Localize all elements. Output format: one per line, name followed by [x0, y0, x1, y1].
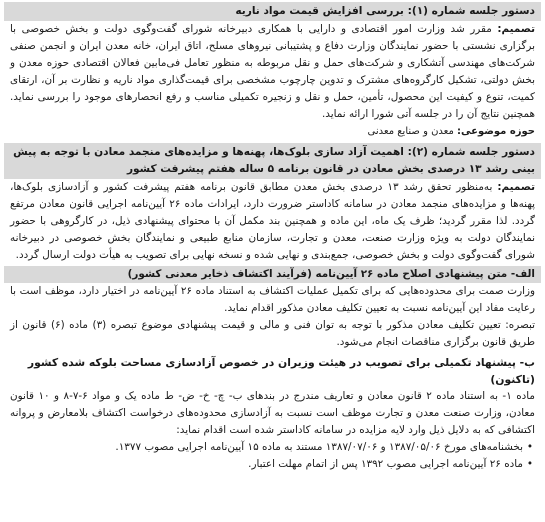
alef-note: تبصره: تعیین تکلیف معادن مذکور با توجه به توان فنی و مالی و قیمت پیشنهادی موضوع تبصره (۳) ماده (۶) قانون از طریق قانون برگزاری مناقصات انجام می‌شود.	[10, 319, 535, 348]
alef-title: الف- متن پیشنهادی اصلاح ماده ۲۶ آیین‌نامه (فرآیند اکتشاف ذخایر معدنی کشور)	[4, 266, 541, 283]
section-1-decision	[4, 21, 541, 123]
topic-value: معدن و صنایع معدنی	[367, 126, 458, 137]
list-item: • ماده ۲۶ آیین‌نامه اجرایی مصوب ۱۳۹۲ پس از اتمام مهلت اعتبار.	[10, 456, 533, 473]
list-item: • بخشنامه‌های مورخ ۱۳۸۷/۰۵/۰۶ و ۱۳۸۷/۰۷/۰۶ مستند به ماده ۱۵ آیین‌نامه اجرایی مصوب ۱۳۷۷.	[10, 439, 533, 456]
decision-label: تصمیم:	[497, 181, 536, 193]
decision-text: به‌منظور تحقق رشد ۱۳ درصدی بخش معدن مطابق قانون برنامه هفتم پیشرفت کشور و آزادسازی بلوک‌ها، پهنه‌ها و مزایده‌های منجمد معادن در سامانه کاداستر ضرورت دارد، ایرادات ماده ۲۶ آیین‌نامه اجرایی قانون معادن مرتفع گردد. لذا مقرر گردید؛ ظرف یک ماه، این ماده و همچنین بند مکمل آن با محتوای پیشنهادی ذیل، در کارگروهی با حضور نمایندگان دولت به ویژه وزارت صنعت، معدن و تجارت، سازمان منابع طبیعی و نمایندگان بخش خصوصی در دبیرخانه شورای گفت‌وگوی دولت و بخش خصوصی، جمع‌بندی و نهایی شده و نسخه نهایی برای تصویب به هیأت دولت ارسال گردد.	[10, 181, 535, 261]
decision-label: تصمیم:	[497, 23, 535, 35]
section-1-topic	[4, 123, 541, 140]
alef-paragraph-1: وزارت صمت برای محدوده‌هایی که برای تکمیل عملیات اکتشاف به استناد ماده ۲۶ آیین‌نامه در اختیار دارد، موظف است با رعایت مفاد این آیین‌نامه نسبت به تعیین تکلیف معادن مذکور اقدام نماید.	[10, 285, 536, 314]
be-bullet-list	[4, 439, 541, 473]
topic-label: حوزه موضوعی:	[457, 126, 535, 137]
section-1-title: دستور جلسه شماره (۱): بررسی افزایش قیمت مواد ناریه	[4, 2, 541, 21]
section-2-title: دستور جلسه شماره (۲): اهمیت آزاد سازی بلوک‌ها، پهنه‌ها و مزایده‌های منجمد معادن با توجه به پیش بینی رشد ۱۳ درصدی بخش معادن در قانون برنامه ۵ ساله هفتم پیشرفت کشور	[4, 143, 541, 179]
section-2-decision	[4, 179, 541, 264]
decision-text: مقرر شد وزارت امور اقتصادی و دارایی با همکاری دبیرخانه شورای گفت‌وگوی دولت و بخش خصوصی با برگزاری نشستی با حضور نمایندگان وزارت دفاع و پشتیبانی نیروهای مسلح، اتاق ایران، خانه معدن ایران و انجمن صنفی شرکت‌های مهندسی آتشکاری و شرکت‌های حمل و نقل مربوطه به منظور تعامل فی‌مابین فعالان اقتصادی حوزه معدن و بخش دولتی، تشکیل کارگروه‌های مشترک و تدوین چارچوب مشخصی برای قیمت‌گذاری مواد ناریه و نظارت بر آن، ارتقای کمیت، تنوع و کیفیت این محصول، تأمین، حمل و نقل و زنجیره تکمیلی مناسب و رفع انحصارهای موجود را بررسی نماید. همچنین نتایج آن را در جلسه آتی شورا ارائه نماید.	[10, 23, 535, 120]
be-title: ب- پیشنهاد تکمیلی برای تصویب در هیئت وزیران در خصوص آزادسازی مساحت بلوکه شده کشور (تاکنون)	[27, 356, 535, 386]
be-paragraph-1: ماده ۱- به استناد ماده ۲ قانون معادن و تعاریف مندرج در بندهای ب- چ- خ- ض- ط ماده یک و مواد ۶-۷-۸ و ۱۰ قانون معادن، وزارت صنعت معدن و تجارت موظف است نسبت به آزادسازی محدوده‌های درخواست اکتشاف بلامعارض و پروانه اکتشافی که به دلایل ذیل وارد لایه مزایده در سامانه کاداستر شده است اقدام نماید:	[10, 390, 536, 436]
